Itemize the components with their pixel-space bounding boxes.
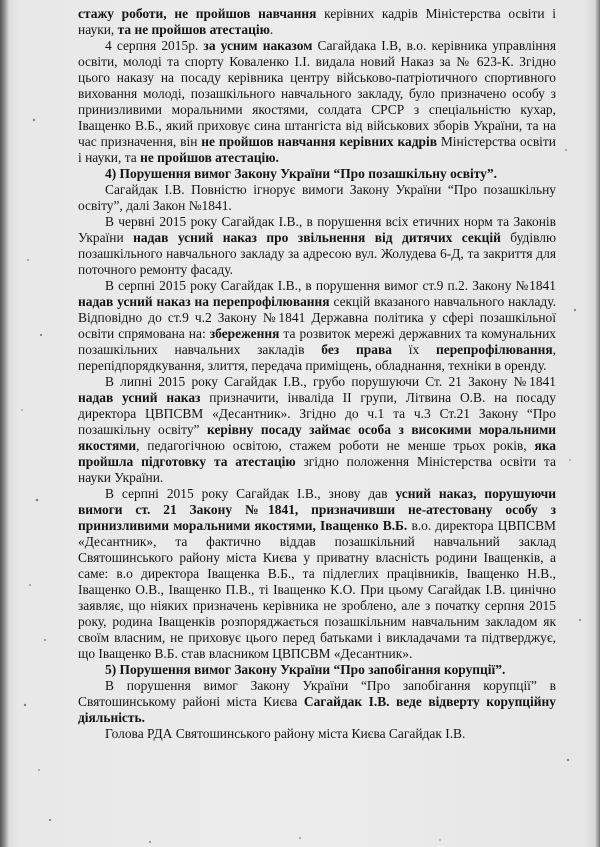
paragraph: стажу роботи, не пройшов навчання керівних кадрів Міністерства освіти і науки, та не пройшов атестацію. [78, 6, 557, 37]
letter-body [78, 6, 556, 742]
scan-left-edge [0, 0, 9, 847]
paragraph: В липні 2015 року Сагайдак І.В., грубо порушуючи Ст. 21 Закону №1841 надав усний наказ призначити, інваліда ІІ групи, Літвина О.В. на посаду директора ЦВПСВМ «Десантник». Згідно до ч.1 та ч.3 Ст.21 Закону “Про позашкільну освіту” керівну посаду займає особа з високими моральними якостями, педагогічною освітою, стажем роботи не менше трьох років, яка пройшла підготовку та атестацію згідно положення Міністерства освіти та науки України. [78, 374, 556, 485]
section-heading: 4) Порушення вимог Закону України “Про позашкільну освіту”. [105, 166, 497, 181]
section-heading: 5) Порушення вимог Закону України “Про запобігання корупції”. [105, 662, 506, 677]
paragraph: В серпні 2015 року Сагайдак І.В., знову дав усний наказ, порушуючи вимоги ст. 21 Закону №1841, призначивши не-атестовану особу з принизливими моральними якостями, Іващенко В.Б. в.о. директора ЦВПСВМ «Десантник», та фактично віддав позашкільний навчальний заклад Святошинського району міста Києва у приватну власність родини Іващенків, а саме: в.о директора Іващенка В.Б., та підлеглих працівників, Іващенко Н.В., Іващенко О.В., Іващенко П.В., ті Іващенко К.О. При цьому Сагайдак І.В. цинічно заявляє, що ніяких призначень керівника не зроблено, але з початку серпня 2015 року, родина Іващенків розпоряджається позашкільним навчальним закладом як своїм власним, не приховує цього перед батьками і викладачами та підтверджує, що Іващенко В.Б. став власником ЦВПСВМ «Десантник». [78, 486, 556, 661]
paragraph: 4 серпня 2015р. за усним наказом Сагайдака І.В, в.о. керівника управління освіти, молоді та спорту Коваленко І.І. видала новий Наказ за № 623-К. Згідно цього наказу на посаду керівника центру військово-патріотичного спортивного виховання молоді, позашкільного навчального закладу, було призначено особу з принизливими моральними якостями, солдата СРСР з спеціальністю кухар, Іващенко В.Б., який приховує сина штангіста від військових зборів України, та на час призначення, він не пройшов навчання керівних кадрів Міністерства освіти і науки, та не пройшов атестацію. [78, 38, 556, 165]
paragraph: Голова РДА Святошинського району міста Києва Сагайдак І.В. [105, 726, 466, 741]
paragraph: В червні 2015 року Сагайдак І.В., в порушення всіх етичних норм та Законів України надав усний наказ про звільнення від дитячих секцій будівлю позашкільного навчального закладу за адресою вул. Жолудева 6-Д, та закриття для поточного ремонту фасаду. [78, 214, 556, 277]
paragraph: В порушення вимог Закону України “Про запобігання корупції” в Святошинському районі міста Києва Сагайдак І.В. веде відверту корупційну діяльність. [78, 678, 556, 725]
scan-right-edge [595, 0, 600, 847]
paragraph: Сагайдак І.В. Повністю ігнорує вимоги Закону України “Про позашкільну освіту”, далі Закон №1841. [78, 182, 556, 213]
paragraph: В серпні 2015 року Сагайдак І.В., в порушення вимог ст.9 п.2. Закону №1841 надав усний наказ на перепрофілювання секцій вказаного навчального накладу. Відповідно до ст.9 ч.2 Закону №1841 Державна політика у сфері позашкільної освіти спрямована на: збереження та розвиток мережі державних та комунальних позашкільних навчальних закладів без права їх перепрофілювання, перепідпорядкування, злиття, передача приміщень, обладнання, техніки в оренду. [78, 278, 556, 373]
